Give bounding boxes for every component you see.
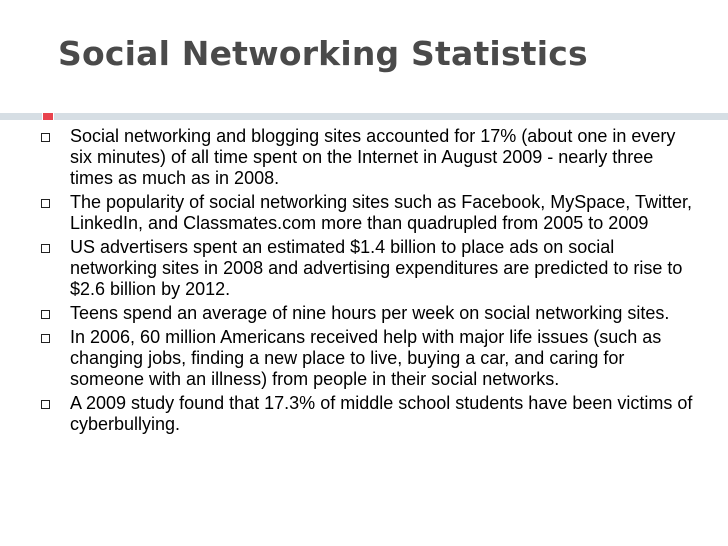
title-divider-left xyxy=(0,113,42,120)
bullet-text: Social networking and blogging sites accounted for 17% (about one in every six minutes) of all time spent on the Internet in August 2009 - nearly three times as much as in 2008. xyxy=(70,126,676,188)
square-bullet-icon xyxy=(41,199,50,208)
bullet-list xyxy=(0,126,728,438)
slide-title: Social Networking Statistics xyxy=(58,34,588,73)
bullet-item-6 xyxy=(0,393,728,435)
bullet-item-4 xyxy=(0,303,728,324)
bullet-text: US advertisers spent an estimated $1.4 billion to place ads on social networking sites in 2008 and advertising expenditures are predicted to rise to $2.6 billion by 2012. xyxy=(70,237,683,299)
title-divider-accent xyxy=(43,113,53,120)
square-bullet-icon xyxy=(41,244,50,253)
bullet-item-5 xyxy=(0,327,728,390)
bullet-text: In 2006, 60 million Americans received help with major life issues (such as changing jobs, finding a new place to live, buying a car, and caring for someone with an illness) from people in their social networks. xyxy=(70,327,662,389)
bullet-item-1 xyxy=(0,126,728,189)
title-divider-right xyxy=(54,113,728,120)
bullet-text: The popularity of social networking sites such as Facebook, MySpace, Twitter, LinkedIn, and Classmates.com more than quadrupled from 2005 to 2009 xyxy=(70,192,692,233)
bullet-item-2 xyxy=(0,192,728,234)
square-bullet-icon xyxy=(41,334,50,343)
bullet-item-3 xyxy=(0,237,728,300)
square-bullet-icon xyxy=(41,133,50,142)
bullet-text: Teens spend an average of nine hours per week on social networking sites. xyxy=(70,303,670,323)
square-bullet-icon xyxy=(41,400,50,409)
bullet-text: A 2009 study found that 17.3% of middle school students have been victims of cyberbullying. xyxy=(70,393,693,434)
square-bullet-icon xyxy=(41,310,50,319)
